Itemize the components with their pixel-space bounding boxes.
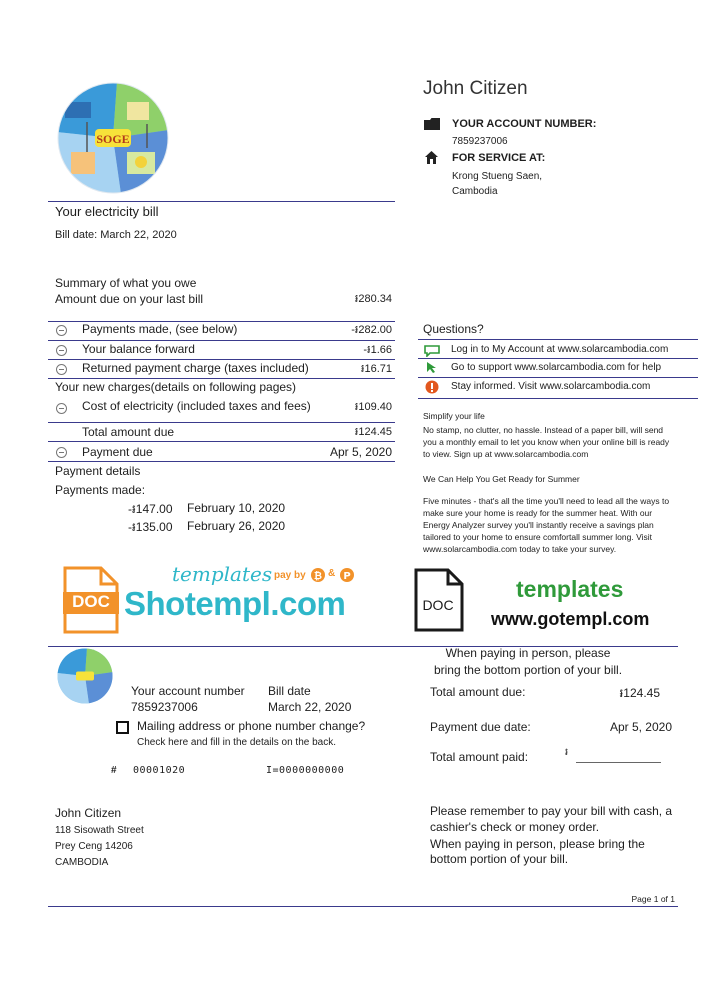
- total-amount-due-label: Total amount due: [82, 425, 175, 439]
- payment-due-value: Apr 5, 2020: [329, 445, 392, 459]
- mailing-change-label: Mailing address or phone number change?: [137, 719, 366, 733]
- summer-line: Energy Analyzer survey you'll instantly receive a savings plan: [423, 520, 654, 530]
- stub-account-label: Your account number: [131, 684, 245, 698]
- alert-icon: [425, 380, 439, 399]
- summer-line: Five minutes - that's all the time you'll need to lead all the ways to: [423, 496, 670, 506]
- reminder-line3: When paying in person, please bring the: [430, 837, 645, 851]
- doc-label: DOC: [72, 592, 110, 611]
- stub-total-due-value: ៛124.45: [619, 686, 660, 700]
- questions-heading: Questions?: [423, 322, 484, 336]
- svg-text:P: P: [343, 571, 351, 582]
- divider: [48, 378, 395, 379]
- minus-circle-icon: [56, 447, 67, 458]
- summer-paragraph: [423, 473, 703, 555]
- stub-bill-date-label: Bill date: [268, 684, 311, 698]
- simplify-line: to view. Sign up at www.solarcambodia.com: [423, 449, 589, 459]
- account-number-label: YOUR ACCOUNT NUMBER:: [452, 118, 597, 130]
- logo-text: SOGE: [96, 132, 130, 146]
- shotempl-brand: Shotempl.com: [124, 585, 346, 622]
- simplify-title: Simplify your life: [423, 411, 485, 421]
- mail-to-address-line2: Prey Ceng 14206: [55, 841, 133, 852]
- chat-icon: [424, 344, 440, 362]
- mail-to-name: John Citizen: [55, 806, 122, 820]
- divider: [48, 906, 678, 907]
- simplify-line: you a monthly email to let you know when your online bill is ready: [423, 437, 670, 447]
- mailing-change-checkbox[interactable]: [116, 721, 129, 734]
- payment-details-heading: Payment details: [55, 464, 141, 478]
- divider: [48, 359, 395, 360]
- gotempl-url: www.gotempl.com: [491, 609, 650, 629]
- stub-code-1: 00001020: [133, 765, 186, 776]
- service-address-label: FOR SERVICE AT:: [452, 152, 546, 164]
- last-bill-value: ៛280.34: [354, 293, 392, 305]
- mail-to-address-line1: 118 Sisowath Street: [55, 825, 144, 836]
- templates-title: templates: [516, 576, 624, 602]
- payment-row-2-amount: -៛135.00: [128, 520, 173, 534]
- reminder-line1: Please remember to pay your bill with cash, a: [430, 804, 673, 818]
- divider: [48, 340, 395, 341]
- divider: [418, 358, 698, 359]
- payment-row-1-amount: -៛147.00: [128, 502, 173, 516]
- returned-payment-value: ៛16.71: [360, 363, 392, 375]
- mailing-change-subtext: Check here and fill in the details on the back.: [137, 737, 337, 748]
- plus-circle-icon: [56, 403, 67, 414]
- payments-made-value: -៛282.00: [351, 324, 392, 336]
- bill-title: Your electricity bill: [55, 204, 159, 219]
- simplify-paragraph: [423, 410, 703, 460]
- page-number: Page 1 of 1: [631, 894, 675, 904]
- last-bill-label: Amount due on your last bill: [55, 292, 204, 306]
- stub-due-date-label: Payment due date:: [430, 720, 531, 734]
- ampersand-icon: &: [328, 568, 336, 579]
- stub-account-number: 7859237006: [131, 700, 198, 714]
- service-address-line2: Cambodia: [452, 186, 498, 197]
- summer-line: www.solarcambodia.com today to take your survey.: [423, 544, 617, 554]
- divider: [418, 377, 698, 378]
- divider: [48, 441, 395, 442]
- simplify-line: No stamp, no clutter, no hassle. Instead of a paper bill, will send: [423, 425, 664, 435]
- payment-row-2-date: February 26, 2020: [187, 519, 286, 533]
- divider: [418, 339, 698, 340]
- stub-due-date-value: Apr 5, 2020: [609, 720, 672, 734]
- returned-payment-label: Returned payment charge (taxes included): [82, 361, 309, 375]
- payment-row-1-date: February 10, 2020: [187, 501, 286, 515]
- summary-heading: Summary of what you owe: [55, 276, 197, 290]
- payments-made-label: Payments made, (see below): [82, 322, 238, 336]
- doc-label-dark: DOC: [422, 597, 454, 613]
- stub-amount-paid-currency: ៛: [565, 747, 569, 758]
- question-item-3[interactable]: Stay informed. Visit www.solarcambodia.com: [451, 381, 651, 392]
- payments-made-heading: Payments made:: [55, 483, 146, 497]
- stub-bill-date-value: March 22, 2020: [268, 700, 352, 714]
- cost-of-electricity-label: Cost of electricity (included taxes and fees): [82, 399, 311, 413]
- plus-circle-icon: [56, 364, 67, 375]
- reminder-line2: cashier's check or money order.: [430, 820, 600, 834]
- balance-forward-label: Your balance forward: [82, 342, 195, 356]
- minus-circle-icon: [56, 325, 67, 336]
- company-logo-small: [57, 648, 113, 704]
- cost-of-electricity-value: ៛109.40: [354, 401, 392, 413]
- account-number: 7859237006: [452, 136, 508, 147]
- house-icon: [425, 151, 438, 169]
- customer-name: John Citizen: [423, 78, 528, 99]
- new-charges-heading: Your new charges(details on following pages): [55, 380, 297, 394]
- divider: [48, 422, 395, 423]
- mail-to-address-line3: CAMBODIA: [55, 857, 109, 868]
- summer-title: We Can Help You Get Ready for Summer: [423, 474, 580, 484]
- minus-circle-icon: [56, 345, 67, 356]
- service-address-line1: Krong Stueng Saen,: [452, 171, 543, 182]
- reminder-line4: bottom portion of your bill.: [430, 852, 569, 866]
- bill-date: Bill date: March 22, 2020: [55, 229, 177, 241]
- paying-in-person-line2: bring the bottom portion of your bill.: [433, 663, 623, 677]
- divider: [418, 398, 698, 399]
- summer-line: tailored to your home to ensure comfortall summer long. Visit: [423, 532, 652, 542]
- company-logo: [57, 82, 169, 194]
- question-item-2[interactable]: Go to support www.solarcambodia.com for help: [451, 362, 662, 373]
- balance-forward-value: -៛1.66: [363, 344, 392, 356]
- folder-icon: [424, 117, 440, 135]
- paying-in-person-line1: When paying in person, please: [445, 646, 611, 660]
- stub-total-due-label: Total amount due:: [430, 685, 526, 699]
- divider: [48, 201, 395, 202]
- summer-line: make sure your home is ready for the summer heat. With our: [423, 508, 653, 518]
- templates-script: templates: [172, 562, 273, 586]
- stub-code-2: I=0000000000: [266, 765, 345, 776]
- divider: [48, 461, 395, 462]
- pay-by-label: pay by: [274, 570, 306, 581]
- question-item-1[interactable]: Log in to My Account at www.solarcambodia.com: [451, 344, 669, 355]
- hash-mark: #: [111, 765, 117, 776]
- svg-text:₿: ₿: [313, 571, 323, 582]
- stub-amount-paid-label: Total amount paid:: [430, 750, 529, 764]
- amount-paid-field[interactable]: [576, 762, 661, 763]
- payment-due-label: Payment due: [82, 445, 153, 459]
- total-amount-due-value: ៛124.45: [354, 426, 392, 438]
